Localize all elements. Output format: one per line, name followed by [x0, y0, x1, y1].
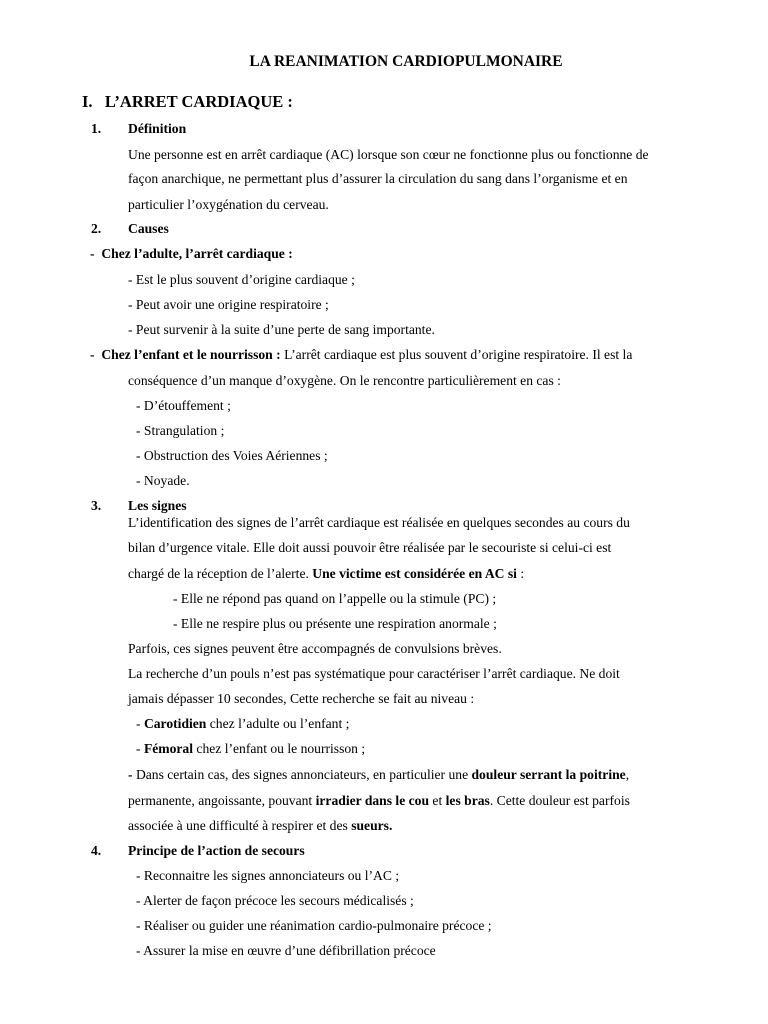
warning-text: et	[429, 793, 446, 808]
adult-cause-item: - Peut survenir à la suite d’une perte de sang importante.	[128, 322, 435, 337]
signs-number: 3.	[91, 498, 102, 513]
bullet-dash: -	[128, 767, 136, 782]
warning-text: associée à une difficulté à respirer et des	[128, 818, 352, 833]
bullet-dash: -	[90, 246, 95, 261]
signs-text: :	[516, 566, 525, 581]
definition-number: 1.	[91, 121, 102, 136]
child-cause-item: - Strangulation ;	[136, 423, 225, 438]
definition-line: particulier l’oxygénation du cerveau.	[128, 197, 329, 212]
warning-emphasis: irradier dans le cou	[315, 793, 430, 808]
warning-emphasis: sueurs.	[351, 818, 393, 833]
principle-item: - Reconnaitre les signes annonciateurs ou l’AC ;	[136, 868, 400, 883]
definition-line: façon anarchique, ne permettant plus d’assurer la circulation du sang dans l’organisme et en	[128, 171, 628, 186]
signs-line	[128, 565, 524, 583]
ac-criterion: - Elle ne respire plus ou présente une respiration anormale ;	[173, 616, 497, 631]
child-causes-paragraph	[90, 346, 632, 364]
signs-line: La recherche d’un pouls n’est pas systématique pour caractériser l’arrêt cardiaque. Ne doit	[128, 666, 620, 681]
adult-causes-heading	[90, 245, 293, 263]
warning-text: permanente, angoissante, pouvant	[128, 793, 316, 808]
signs-line: jamais dépasser 10 secondes, Cette recherche se fait au niveau :	[128, 691, 475, 706]
adult-causes-label: Chez l’adulte, l’arrêt cardiaque :	[101, 246, 293, 261]
adult-cause-item: - Peut avoir une origine respiratoire ;	[128, 297, 329, 312]
child-causes-text: L’arrêt cardiaque est plus souvent d’origine respiratoire. Il est la	[280, 347, 633, 362]
principle-title: Principe de l’action de secours	[128, 843, 305, 858]
definition-line: Une personne est en arrêt cardiaque (AC) lorsque son cœur ne fonctionne plus ou fonctionne de	[128, 147, 649, 162]
causes-title: Causes	[128, 221, 169, 236]
principle-item: - Alerter de façon précoce les secours médicalisés ;	[136, 893, 414, 908]
principle-number: 4.	[91, 843, 102, 858]
pulse-site-name: Carotidien	[143, 716, 207, 731]
child-causes-text: conséquence d’un manque d’oxygène. On le rencontre particulièrement en cas :	[128, 373, 561, 388]
principle-item: - Réaliser ou guider une réanimation cardio-pulmonaire précoce ;	[136, 918, 492, 933]
signs-emphasis: Une victime est considérée en AC si	[312, 566, 517, 581]
bullet-dash: -	[136, 716, 144, 731]
signs-text: chargé de la réception de l’alerte.	[128, 566, 313, 581]
child-cause-item: - D’étouffement ;	[136, 398, 231, 413]
warning-signs-line	[128, 817, 392, 835]
adult-cause-item: - Est le plus souvent d’origine cardiaque ;	[128, 272, 355, 287]
signs-line: Parfois, ces signes peuvent être accompagnés de convulsions brèves.	[128, 641, 502, 656]
child-cause-item: - Obstruction des Voies Aériennes ;	[136, 448, 328, 463]
warning-emphasis: douleur serrant la poitrine	[471, 767, 626, 782]
bullet-dash: -	[90, 347, 95, 362]
warning-signs-line	[128, 792, 630, 810]
warning-emphasis: les bras	[445, 793, 490, 808]
causes-number: 2.	[91, 221, 102, 236]
section-roman-numeral: I.	[82, 92, 93, 111]
pulse-site-text: chez l’enfant ou le nourrisson ;	[193, 741, 366, 756]
pulse-site-item	[136, 715, 349, 733]
warning-text: ,	[625, 767, 630, 782]
definition-title: Définition	[128, 121, 187, 136]
signs-line: bilan d’urgence vitale. Elle doit aussi pouvoir être réalisée par le secouriste si celui-ci est	[128, 540, 612, 555]
pulse-site-item	[136, 740, 365, 758]
signs-title: Les signes	[128, 498, 187, 513]
section-heading	[82, 93, 293, 111]
child-causes-label: Chez l’enfant et le nourrisson :	[101, 347, 281, 362]
document-title: LA REANIMATION CARDIOPULMONAIRE	[249, 53, 563, 70]
pulse-site-text: chez l’adulte ou l’enfant ;	[206, 716, 350, 731]
pulse-site-name: Fémoral	[143, 741, 194, 756]
section-heading-text: L’ARRET CARDIAQUE :	[104, 92, 293, 111]
bullet-dash: -	[136, 741, 144, 756]
child-cause-item: - Noyade.	[136, 473, 190, 488]
principle-item: - Assurer la mise en œuvre d’une défibrillation précoce	[136, 943, 436, 958]
signs-line: L’identification des signes de l’arrêt cardiaque est réalisée en quelques secondes au cours du	[128, 515, 630, 530]
warning-text: Dans certain cas, des signes annonciateurs, en particulier une	[135, 767, 472, 782]
warning-text: . Cette douleur est parfois	[489, 793, 630, 808]
ac-criterion: - Elle ne répond pas quand on l’appelle ou la stimule (PC) ;	[173, 591, 497, 606]
warning-signs-line	[128, 766, 629, 784]
